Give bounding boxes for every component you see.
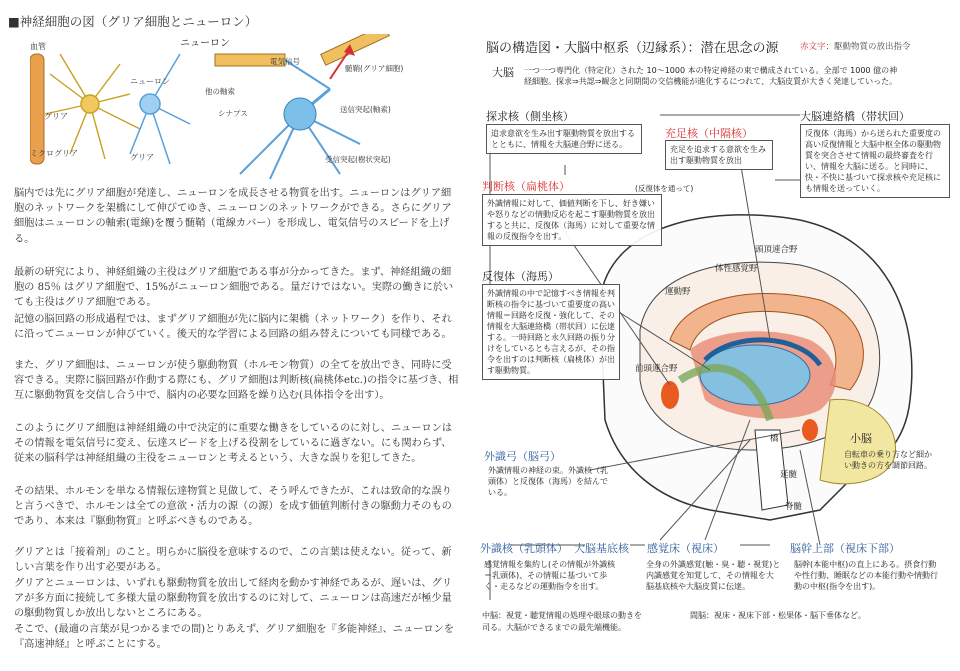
label-gaishiki: 外識核（乳頭体） — [480, 542, 568, 555]
label-other-axon: 他の軸索 — [205, 87, 235, 96]
label-transmitting: 送信突起(軸索) — [340, 105, 391, 114]
label-myelin: 髄鞘(グリア細胞) — [345, 64, 404, 73]
paragraph-5: このようにグリア細胞は神経組織の中で決定的に重要な働きをしているのに対し、ニューロンはその情報を電気信号に変え、伝達スピードを上げる役割をしているに過ぎない。にも関わらず、従来の脳科学は神経組織の主役をニューロンと考えるという、大きな誤りを犯してきた。 — [14, 423, 453, 465]
text-kankaku: 全身の外識感覚(触・臭・聴・視覚)と内識感覚を知覚して、その情報を大脳基底核や大脳皮質に伝達。 — [646, 560, 781, 591]
label-hashi: 橋 — [770, 434, 779, 444]
label-enzui: 延髄 — [780, 470, 798, 480]
label-neuron-heading: ニューロン — [180, 38, 230, 49]
hanpuku-arrow-note: (反復体を通って) — [635, 184, 694, 193]
label-gaisoku: 外識弓（脳弓） — [484, 450, 561, 463]
text-gaisoku: 外識情報の神経の束。外識核（乳頭体）と反復体（海馬）を結んでいる。 — [488, 466, 608, 497]
label-synapse: シナプス — [218, 109, 248, 118]
small-neuron-illustration — [130, 54, 190, 164]
text-kenou: 充足を追求する意欲を生み出す駆動物質を放出 — [665, 140, 773, 170]
label-glia: グリア — [44, 112, 68, 121]
text-shonou: 自転車の乗り方など細かい動きの方を調節回路。 — [844, 450, 932, 470]
paragraph-9: そこで、(最適の言葉が見つかるまでの間)とりあえず、グリア細胞を『多能神経』、ニューロンを『高速神経』と呼ぶことにする。 — [14, 624, 454, 651]
right-title: 脳の構造図・大脳中枢系（辺縁系）：潜在思念の源 — [486, 41, 779, 56]
text-renraku: 反復体（海馬）から送られた重要度の高い反復情報と大脳中枢全体の駆動物質を突合させて情報の最終審査を行い、情報を大脳に送る。と同時に、快・不快に基づいて探求核や充足核にも情報を送っていく。 — [800, 124, 950, 198]
cortex-text: 一つ一つ専門化（特定化）された 10～1000 本の特定神経の束で構成されている。全部で 1000 億の神経細胞。探求⇒共認⇒観念と同期間の交信機能が進化するにつれて、大脳皮質が大きく発達していった。 — [524, 66, 898, 86]
legend-red-text: 赤文字 — [800, 42, 826, 52]
blood-vessel — [30, 54, 44, 164]
label-kenou: 充足核（中隔核） — [665, 127, 753, 140]
text-gaishiki: 感覚情報を集約し(その情報が外識核＝乳頭体)、その情報に基づいて歩く・走るなどの運動指令を出す。 — [484, 560, 616, 591]
paragraph-3: 記憶の脳回路の形成過程では、まずグリア細胞が先に脳内に架橋（ネットワーク）を作り、それに沿ってニューロンが伸びていく。後天的な学習による回路の組み替えについても同様である。 — [14, 314, 452, 341]
left-page — [0, 0, 470, 671]
label-blood-vessel: 血管 — [30, 42, 46, 51]
cortex-label: 大脳 — [492, 66, 514, 79]
label-sekizui: 脊髄 — [785, 502, 803, 512]
paragraph-4: また、グリア細胞は、ニューロンが使う駆動物質（ホルモン物質）の全てを放出でき、同時に受容できる。実際に脳回路が作動する際にも、グリア細胞は判断核(扁桃体etc.)の指令に基づき、相互に駆動物質を交信し合う中で、脳内の必要な回路を繰り込む(具体指令を出す）。 — [14, 360, 459, 402]
paragraph-1: 脳内では先にグリア細胞が発達し、ニューロンを成長させる物質を出す。ニューロンはグリア細胞のネットワークを架橋にして伸びてゆき、ニューロンのネットワークができる。さらにグリア細胞はニューロンの軸索(電線)を覆う髄鞘（電線カバー）を形成し、電気信号のスピードを上げる。 — [14, 188, 452, 245]
right-page — [470, 0, 960, 671]
note-chunou: 中脳：視覚・聴覚情報の処理や眼球の動きを司る。大脳ができるまでの最先端機能。 — [482, 611, 642, 632]
amygdala — [661, 381, 679, 409]
paragraph-8: グリアとニューロンは、いずれも駆動物質を放出して経肉を動かす神経であるが、遅いは、グリアが多方面に接続して多様大量の駆動物質を放出するのに対して、ニューロンは高速だが極少量の駆動物質しか放出しないところにある。 — [14, 578, 453, 620]
label-undo: 運動野 — [665, 287, 691, 297]
paragraph-6: その結果、ホルモンを単なる情報伝達物質と見做して、そう呼んできたが、これは致命的な誤りと言うべきで、ホルモンは全ての意欲・活力の源（の源）を成す価値判断付きの駆動力そのものであり、本来は『駆動物質』と呼ぶべきものである。 — [14, 486, 452, 528]
neuron-figure — [30, 34, 420, 184]
label-tanqiu: 探求核（側坐核） — [486, 110, 574, 123]
label-taisei: 体性感覚野 — [715, 264, 758, 274]
label-kiteikaku: 大脳基底核 — [574, 542, 629, 555]
legend-note — [800, 40, 911, 52]
label-neuron-small: ニューロン — [130, 77, 170, 86]
label-zentou: 前頭連合野 — [635, 364, 678, 374]
text-nokan: 脳幹(本能中枢)の直上にある。摂食行動や性行動、睡眠などの本能行動や情動行動の中枢(指令を出す)。 — [794, 560, 938, 591]
text-hanpukutai: 外識情報の中で記憶すべき情報を判断核の指令に基づいて重要度の高い情報＝回路を反復・強化して、その情報を大脳連絡橋（帯状回）に伝達する。一時回路と永久回路の振り分けをしているとも言えるが、その指令を出すのは判断核（扁桃体）が出す駆動物質。 — [482, 284, 620, 380]
text-handan: 外識情報に対して、価値判断を下し、好き嫌いや怒りなどの情動反応を起こす駆動物質を放出すると共に、反復体（海馬）に対して重要な情報の反復指令を出す。 — [482, 194, 662, 246]
label-kankaku: 感覚床（視床） — [647, 542, 724, 555]
left-title: ■神経細胞の図（グリア細胞とニューロン） — [8, 14, 258, 29]
label-hanpukutai: 反復体（海馬） — [482, 270, 559, 283]
glia-cell-illustration — [45, 54, 140, 159]
label-tocho: 頭頂連合野 — [755, 245, 798, 255]
note-kannou: 間脳：視床・視床下部・松果体・脳下垂体など。 — [690, 611, 866, 620]
label-receiving: 受信突起(樹状突起) — [325, 155, 391, 164]
label-microglia: ミクログリア — [30, 149, 78, 158]
label-electric-signal: 電気信号 — [270, 57, 300, 66]
legend-rest: ：駆動物質の放出指令 — [825, 42, 911, 52]
label-handan: 判断核（扁桃体） — [482, 180, 570, 193]
label-renraku: 大脳連絡橋（帯状回） — [800, 110, 910, 123]
paragraph-7: グリアとは「接着剤」のこと。明らかに脳役を意味するので、この言葉は使えない。従って、新しい言葉を作り出す必要がある。 — [14, 547, 452, 574]
label-nokan: 脳幹上部（視床下部） — [790, 542, 900, 555]
label-glia-2: グリア — [130, 153, 154, 162]
text-tanqiu: 追求意欲を生み出す駆動物質を放出するとともに、情報を大脳連合野に送る。 — [486, 124, 642, 154]
paragraph-2: 最新の研究により、神経組織の主役はグリア細胞である事が分かってきた。まず、神経組織の細胞の 85％ はグリア細胞で、15%がニューロン細胞である。量だけではない。実際の働きに於いても主役はグリア細胞である。 — [14, 267, 454, 309]
label-shonou: 小脳 — [850, 432, 872, 445]
mammillary-body — [802, 419, 818, 441]
